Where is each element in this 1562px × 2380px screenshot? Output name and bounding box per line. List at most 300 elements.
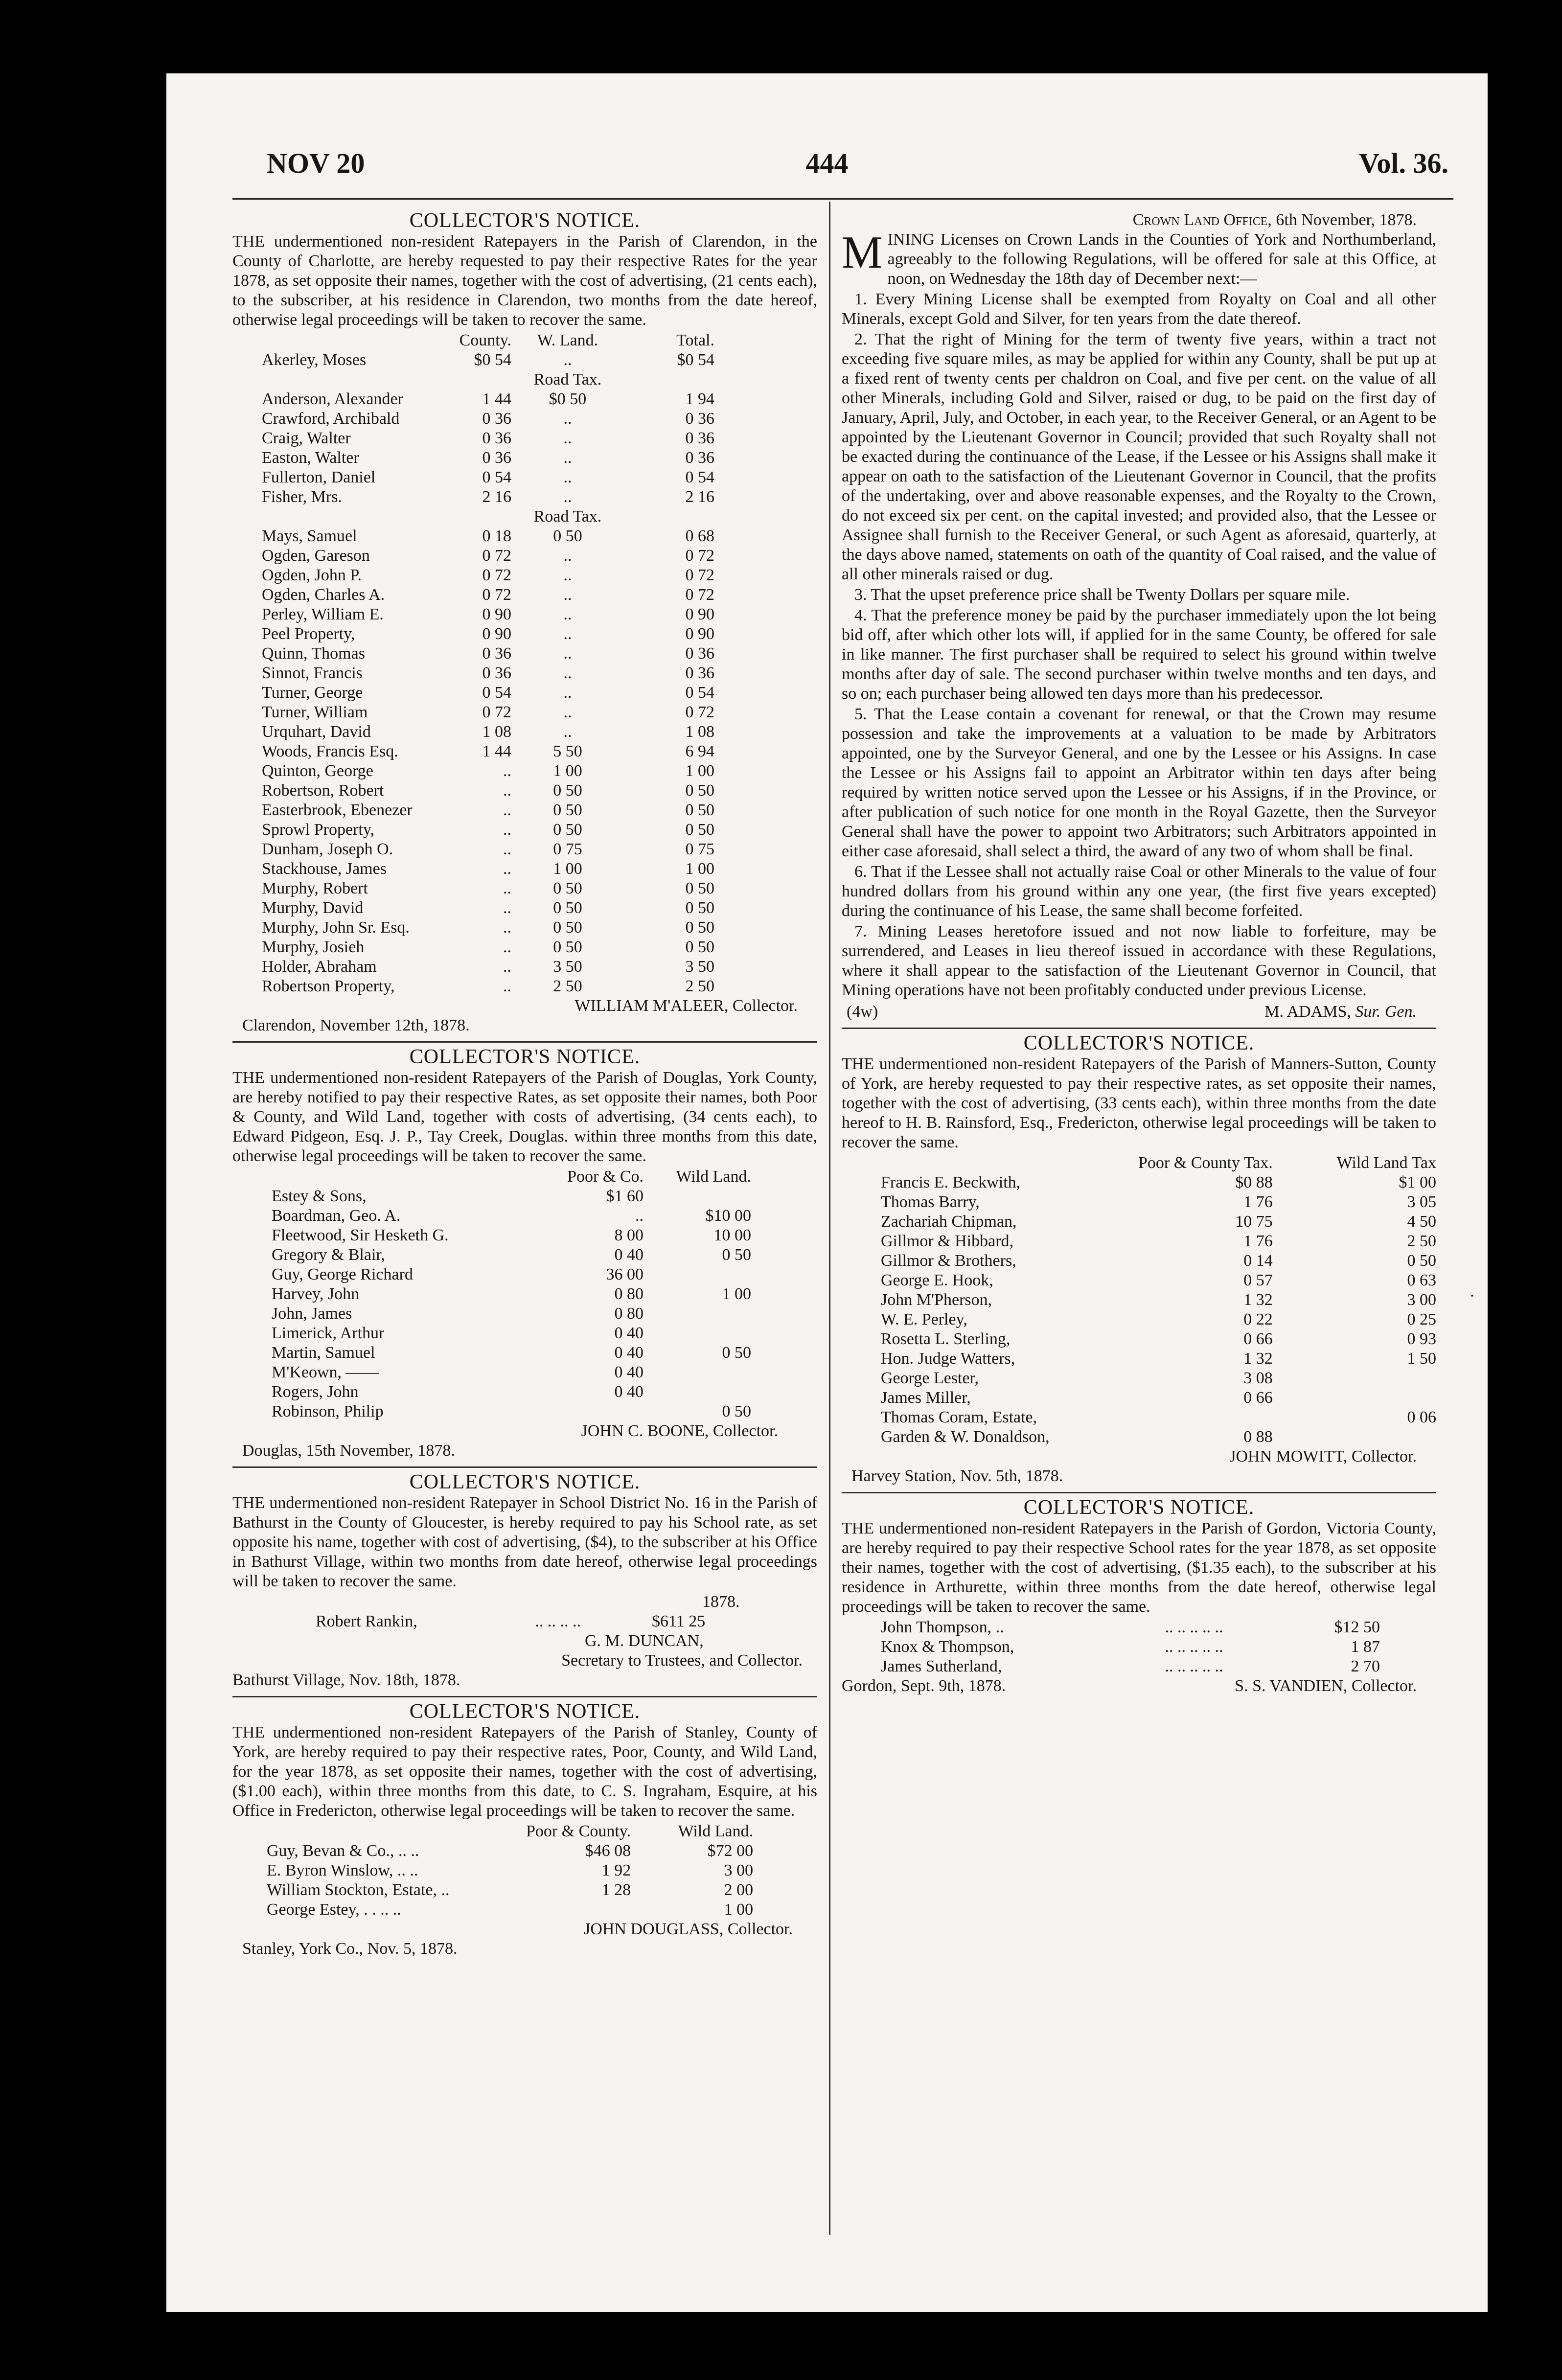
amount: 3 00 xyxy=(724,1861,754,1879)
amount: 0 36 xyxy=(685,429,714,447)
ratepayer-name: Stackhouse, James xyxy=(262,860,387,878)
table-row xyxy=(232,605,817,624)
ratepayer-name: James Sutherland, xyxy=(881,1657,1002,1675)
amount: 0 50 xyxy=(553,781,582,800)
amount: 0 50 xyxy=(685,899,714,917)
table-row xyxy=(232,820,817,840)
amount: 0 18 xyxy=(482,527,511,545)
amount: $611 25 xyxy=(652,1612,706,1630)
amount: 0 50 xyxy=(722,1344,751,1362)
col-header: Wild Land. xyxy=(676,1167,751,1186)
header-date: NOV 20 xyxy=(267,147,365,179)
amount: .. xyxy=(563,605,572,623)
surveyor-name: M. ADAMS, xyxy=(1264,1003,1351,1021)
stanley-table xyxy=(232,1822,817,1920)
regulation-paragraph: 5. That the Lease contain a covenant for renewal, or that the Crown may resume possession and take the improvements at a valuation to be made by Arbitrators appointed, one by the Surveyor General, and one by the Lessee or his Assigns. In case the Lessee or his Assigns fail to appoint an Arbitrator within ten days after being required by written notice served upon the Lessee or his Assigns, if in the Province, or after publication of such notice for one month in the Royal Gazette, then the Surveyor General shall have the power to appoint two Arbitrators; such Arbitrators appointed in either case aforesaid, shall select a third, the award of any two of whom shall be final. xyxy=(842,705,1436,860)
regulation-paragraph: 2. That the right of Mining for the term of twenty five years, within a tract not exceeding five square miles, as may be applied for within any County, shall be put up at a fixed rent of twenty cents per chaldron on Coal, and five per cent. on the value of all other Minerals, including Gold and Silver, raised or dug, to be paid on the first day of January, April, July, and October, in each year, to the Receiver General, or an Agent to be appointed by the Lieutenant Governor in Council; provided that such Royalty shall not be exacted during the continuance of the Lease, if the Lessee or his Assigns shall make it appear on oath to the satisfaction of the Lieutenant Governor in Council, that the profits of the undertaking, over and above reasonable expenses, and the Royalty to the Crown, do not exceed six per cent. on the capital invested; and provided also, that the Lessee or Assignee shall furnish to the Receiver General, or such Agent as aforesaid, quarterly, at the days above named, statements on oath of the quantity of Coal raised, and the value of all other minerals raised or dug. xyxy=(842,330,1436,583)
amount: 0 50 xyxy=(685,938,714,956)
ratepayer-name: Estey & Sons, xyxy=(272,1187,367,1205)
surveyor-title: Sur. Gen. xyxy=(1355,1003,1417,1021)
table-row xyxy=(232,1402,817,1421)
amount xyxy=(526,1900,631,1920)
amount: 1 08 xyxy=(685,723,714,741)
amount: $0 50 xyxy=(549,390,587,408)
amount: $12 50 xyxy=(1334,1618,1380,1636)
amount: 0 36 xyxy=(685,449,714,467)
amount: 1 00 xyxy=(722,1285,751,1303)
notice-intro: MINING Licenses on Crown Lands in the Counties of York and Northumberland, agreeably to the following Regulations, will be offered for sale at this Office, at noon, on Wednesday the 18th day of December next:— xyxy=(842,227,1436,288)
notice-date: Harvey Station, Nov. 5th, 1878. xyxy=(851,1467,1063,1485)
ratepayer-name: Thomas Coram, Estate, xyxy=(881,1408,1037,1426)
ratepayer-name: Craig, Walter xyxy=(262,429,351,447)
table-row xyxy=(842,1192,1436,1212)
col-header: Poor & County. xyxy=(526,1822,631,1840)
amount: 3 05 xyxy=(1407,1193,1436,1211)
amount: 0 66 xyxy=(1243,1389,1273,1407)
amount: 6 94 xyxy=(685,742,714,760)
ratepayer-name: Francis E. Beckwith, xyxy=(881,1173,1021,1191)
amount: 0 72 xyxy=(482,566,511,584)
notice-intro: THE undermentioned non-resident Ratepayer in School District No. 16 in the Parish of Bathurst in the County of Gloucester, is hereby required to pay his School rate, as set opposite his name, together with cost of advertising, ($4), to the subscriber at his Office in Bathurst Village, within two months from date hereof, otherwise legal proceedings will be taken to recover the same. xyxy=(232,1494,817,1590)
gordon-notice xyxy=(842,1496,1436,1696)
amount: .. xyxy=(563,664,572,682)
amount: 0 72 xyxy=(482,586,511,604)
ratepayer-name: Robertson, Robert xyxy=(262,781,384,800)
col-header: County. xyxy=(459,331,511,349)
amount: 0 36 xyxy=(482,449,511,467)
amount xyxy=(643,1187,751,1206)
amount: 0 72 xyxy=(685,703,714,721)
table-row xyxy=(842,1388,1436,1408)
ratepayer-name: Easton, Walter xyxy=(262,449,359,467)
amount: .. xyxy=(503,801,511,819)
left-column xyxy=(232,206,817,1959)
col-header: Poor & County Tax. xyxy=(1138,1154,1273,1172)
amount xyxy=(643,1324,751,1343)
amount: .. xyxy=(563,468,572,486)
ratepayer-name: Fullerton, Daniel xyxy=(262,468,376,486)
ratepayer-name: Rogers, John xyxy=(272,1383,359,1401)
ratepayer-name: George Estey, . . .. .. xyxy=(267,1900,401,1919)
amount: 1 08 xyxy=(482,723,511,741)
table-row xyxy=(232,1187,817,1206)
ratepayer-name: Akerley, Moses xyxy=(262,351,367,369)
ratepayer-name: Gillmor & Hibbard, xyxy=(881,1232,1014,1250)
amount: 0 72 xyxy=(685,586,714,604)
amount: .. xyxy=(563,703,572,721)
amount: 2 00 xyxy=(724,1881,754,1899)
clarendon-table xyxy=(232,331,817,996)
collector-signature: JOHN C. BOONE, Collector. xyxy=(581,1422,778,1440)
amount: 0 36 xyxy=(482,664,511,682)
table-row xyxy=(842,1310,1436,1329)
amount: 0 50 xyxy=(722,1402,751,1420)
newspaper-page xyxy=(166,73,1488,2312)
amount: 2 70 xyxy=(1351,1657,1380,1675)
table-row xyxy=(232,781,817,801)
table-row xyxy=(232,644,817,664)
table-row xyxy=(232,703,817,722)
table-row xyxy=(842,1329,1436,1349)
regulation-paragraph: 7. Mining Leases heretofore issued and not now liable to forfeiture, may be surrendered, and Leases in lieu thereof issued in accordance with these Regulations, where it shall appear to the satisfaction of the Lieutenant Governor in Council, that Mining operations have not been profitably conducted under previous License. xyxy=(842,922,1436,999)
column-divider xyxy=(829,202,830,2235)
section-rule xyxy=(232,1696,817,1697)
ratepayer-name: Ogden, Charles A. xyxy=(262,586,385,604)
amount: .. xyxy=(503,899,511,917)
amount: 0 50 xyxy=(685,821,714,839)
amount: 0 66 xyxy=(1243,1330,1273,1348)
amount: 2 16 xyxy=(685,488,714,506)
amount: 0 72 xyxy=(685,547,714,565)
amount: 3 50 xyxy=(553,958,582,976)
amount: 0 50 xyxy=(553,527,582,545)
bathurst-notice xyxy=(232,1471,817,1690)
table-row xyxy=(232,1382,817,1402)
table-row xyxy=(232,898,817,918)
amount: .. xyxy=(563,723,572,741)
volume-label: Vol. 36. xyxy=(1358,147,1448,179)
amount xyxy=(643,1363,751,1382)
amount: 0 90 xyxy=(482,625,511,643)
amount: 2 50 xyxy=(553,977,582,995)
ratepayer-name: Murphy, David xyxy=(262,899,364,917)
table-row xyxy=(232,859,817,879)
amount xyxy=(643,1382,751,1402)
table-row xyxy=(842,1173,1436,1192)
amount: 0 88 xyxy=(1243,1428,1273,1446)
table-row xyxy=(232,1841,817,1861)
amount: 1 76 xyxy=(1243,1193,1273,1211)
ratepayer-name: Thomas Barry, xyxy=(881,1193,980,1211)
amount: 0 80 xyxy=(614,1304,643,1323)
ratepayer-name: Hon. Judge Watters, xyxy=(881,1350,1015,1368)
table-row xyxy=(232,957,817,977)
table-row xyxy=(232,1861,817,1880)
amount: .. .. .. .. .. xyxy=(1165,1618,1223,1636)
ratepayer-name: Easterbrook, Ebenezer xyxy=(262,801,413,819)
ratepayer-name: George Lester, xyxy=(881,1369,979,1387)
ratepayer-name: Gillmor & Brothers, xyxy=(881,1252,1016,1270)
ratepayer-name: Murphy, Josieh xyxy=(262,938,365,956)
ratepayer-name: Sinnot, Francis xyxy=(262,664,363,682)
notice-title: COLLECTOR'S NOTICE. xyxy=(1023,1032,1255,1054)
ratepayer-name: Garden & W. Donaldson, xyxy=(881,1428,1050,1446)
road-tax-subheader xyxy=(232,370,817,389)
amount: 0 54 xyxy=(482,684,511,702)
notice-date: Douglas, 15th November, 1878. xyxy=(242,1442,455,1460)
table-row xyxy=(842,1657,1436,1676)
section-rule xyxy=(232,1466,817,1468)
amount: .. xyxy=(563,586,572,604)
office-name: Crown Land Office, xyxy=(1132,211,1272,229)
notice-title: COLLECTOR'S NOTICE. xyxy=(409,1471,641,1493)
amount: 10 75 xyxy=(1235,1213,1273,1231)
amount: $0 88 xyxy=(1235,1173,1273,1191)
amount: 1 44 xyxy=(482,390,511,408)
ratepayer-name: William Stockton, Estate, .. xyxy=(267,1881,450,1899)
amount: 1 00 xyxy=(724,1900,754,1919)
douglas-table xyxy=(232,1167,817,1421)
road-tax-label: Road Tax. xyxy=(533,370,602,389)
ratepayer-name: Knox & Thompson, xyxy=(881,1638,1014,1656)
amount: 3 00 xyxy=(1407,1291,1436,1309)
regulations-list xyxy=(842,290,1436,1000)
table-row xyxy=(842,1618,1436,1637)
amount: .. xyxy=(563,429,572,447)
amount: 1 00 xyxy=(553,762,582,780)
table-row xyxy=(232,1206,817,1226)
amount: 2 16 xyxy=(482,488,511,506)
ratepayer-name: Robertson Property, xyxy=(262,977,395,995)
section-rule xyxy=(842,1492,1436,1493)
table-row xyxy=(842,1349,1436,1369)
ratepayer-name: Dunham, Joseph O. xyxy=(262,840,393,858)
amount: 0 50 xyxy=(553,879,582,897)
collector-signature: WILLIAM M'ALEER, Collector. xyxy=(574,997,798,1015)
ratepayer-name: Ogden, Gareson xyxy=(262,547,370,565)
road-tax-subheader xyxy=(232,507,817,526)
amount: .. xyxy=(503,762,511,780)
amount: 0 54 xyxy=(685,684,714,702)
amount xyxy=(546,1402,643,1421)
amount: 4 50 xyxy=(1407,1213,1436,1231)
amount: 0 36 xyxy=(685,664,714,682)
amount: 0 90 xyxy=(482,605,511,623)
table-row xyxy=(232,1284,817,1304)
stanley-notice xyxy=(232,1700,817,1959)
notice-date: Bathurst Village, Nov. 18th, 1878. xyxy=(232,1671,460,1689)
notice-intro: THE undermentioned non-resident Ratepayers of the Parish of Stanley, County of York, are hereby required to pay their respective rates, Poor, County, and Wild Land, for the year 1878, as set opposite their names, together with the cost of advertising, ($1.00 each), within three months from this date, to C. S. Ingraham, Esquire, at his Office in Fredericton, otherwise legal proceedings will be taken to recover the same. xyxy=(232,1723,817,1820)
collector-signature: S. S. VANDIEN, Collector. xyxy=(1235,1677,1417,1695)
table-row xyxy=(232,977,817,996)
amount: 10 00 xyxy=(713,1226,751,1244)
ratepayer-name: Turner, William xyxy=(262,703,368,721)
ratepayer-name: Peel Property, xyxy=(262,625,355,643)
amount: 8 00 xyxy=(614,1226,643,1244)
table-row xyxy=(842,1369,1436,1388)
table-row xyxy=(232,722,817,742)
amount: 0 36 xyxy=(482,429,511,447)
notice-intro: THE undermentioned non-resident Ratepayers of the Parish of Douglas, York County, are hereby notified to pay their respective Rates, as set opposite their names, both Poor & County, and Wild Land, together with costs of advertising, (34 cents each), to Edward Pidgeon, Esq. J. P., Tay Creek, Douglas. within three months from this date, otherwise legal proceedings will be taken to recover the same. xyxy=(232,1069,817,1165)
ratepayer-name: W. E. Perley, xyxy=(881,1310,967,1328)
table-row xyxy=(232,526,817,546)
amount: .. xyxy=(503,840,511,858)
table-row xyxy=(232,585,817,605)
notice-date: Stanley, York Co., Nov. 5, 1878. xyxy=(242,1940,458,1958)
amount: 1 28 xyxy=(601,1881,631,1899)
crown-land-notice xyxy=(842,210,1436,1022)
amount: 0 50 xyxy=(1407,1252,1436,1270)
table-row xyxy=(232,429,817,448)
ratepayer-name: Fleetwood, Sir Hesketh G. xyxy=(272,1226,449,1244)
amount: 0 25 xyxy=(1407,1310,1436,1328)
table-row xyxy=(232,566,817,585)
amount: 0 40 xyxy=(614,1344,643,1362)
regulation-paragraph: 3. That the upset preference price shall be Twenty Dollars per square mile. xyxy=(854,586,1350,604)
amount: 0 50 xyxy=(553,801,582,819)
ratepayer-name: Quinton, George xyxy=(262,762,373,780)
notice-dateline xyxy=(842,210,1417,230)
ratepayer-name: Martin, Samuel xyxy=(272,1344,375,1362)
douglas-notice xyxy=(232,1046,817,1461)
amount: 0 14 xyxy=(1243,1252,1273,1270)
amount: .. .. .. .. .. xyxy=(1165,1638,1223,1656)
amount: 1 00 xyxy=(553,860,582,878)
amount: $1 00 xyxy=(1399,1173,1436,1191)
amount: 0 50 xyxy=(553,918,582,937)
amount: 0 68 xyxy=(685,527,714,545)
amount: .. xyxy=(503,977,511,995)
table-row xyxy=(232,1245,817,1265)
margin-mark: · xyxy=(1469,1287,1475,1305)
table-row xyxy=(232,918,817,938)
table-row xyxy=(842,1212,1436,1232)
amount: 0 50 xyxy=(685,918,714,937)
amount xyxy=(643,1304,751,1324)
ratepayer-name: Murphy, Robert xyxy=(262,879,368,897)
notice-title: COLLECTOR'S NOTICE. xyxy=(409,209,641,232)
amount: 0 40 xyxy=(614,1383,643,1401)
notice-title: COLLECTOR'S NOTICE. xyxy=(409,1700,641,1723)
amount: .. xyxy=(563,625,572,643)
table-row xyxy=(232,624,817,644)
amount xyxy=(643,1265,751,1284)
amount: .. xyxy=(563,684,572,702)
amount: 0 06 xyxy=(1407,1408,1436,1426)
collector-signature: JOHN DOUGLASS, Collector. xyxy=(584,1920,793,1938)
amount xyxy=(1094,1408,1273,1427)
ratepayer-name: George E. Hook, xyxy=(881,1271,993,1289)
amount: 0 93 xyxy=(1407,1330,1436,1348)
amount xyxy=(1273,1388,1436,1408)
table-row xyxy=(232,801,817,820)
table-row xyxy=(232,1304,817,1324)
amount: .. xyxy=(503,938,511,956)
col-header: Poor & Co. xyxy=(567,1167,643,1186)
ratepayer-name: Crawford, Archibald xyxy=(262,410,400,428)
amount: 1 50 xyxy=(1407,1350,1436,1368)
col-header: W. Land. xyxy=(537,331,598,349)
amount: .. xyxy=(563,644,572,663)
ratepayer-name: Limerick, Arthur xyxy=(272,1324,385,1342)
table-row xyxy=(842,1232,1436,1251)
col-header: Total. xyxy=(676,331,714,349)
notice-ref: (4w) xyxy=(847,1003,878,1021)
amount: 3 50 xyxy=(685,958,714,976)
ratepayer-name: Gregory & Blair, xyxy=(272,1246,385,1264)
notice-title: COLLECTOR'S NOTICE. xyxy=(1023,1496,1255,1519)
amount: 0 22 xyxy=(1243,1310,1273,1328)
table-row xyxy=(842,1290,1436,1310)
amount: 0 50 xyxy=(685,781,714,800)
amount: 0 72 xyxy=(482,547,511,565)
amount: $72 00 xyxy=(707,1842,754,1860)
amount: 3 08 xyxy=(1243,1369,1273,1387)
notice-intro: THE undermentioned non-resident Ratepayers in the Parish of Clarendon, in the County of Charlotte, are hereby requested to pay their respective Rates for the year 1878, as set opposite their names, together with the cost of advertising, (21 cents each), to the subscriber, at his residence in Clarendon, two months from the date hereof, otherwise legal proceedings will be taken to recover the same. xyxy=(232,232,817,329)
amount: $0 54 xyxy=(474,351,511,369)
ratepayer-name: Ogden, John P. xyxy=(262,566,362,584)
ratepayer-name: Anderson, Alexander xyxy=(262,390,403,408)
header-rule xyxy=(232,198,1453,200)
ratepayer-name: Boardman, Geo. A. xyxy=(272,1207,401,1225)
ratepayer-name: M'Keown, —— xyxy=(272,1363,379,1381)
regulation-paragraph: 4. That the preference money be paid by the purchaser immediately upon the lot being bid off, after which other lots will, if applied for in the same County, be offered for sale in like manner. The first purchaser shall be required to select his ground within twelve months after day of sale. The second purchaser within twelve months and ten days, and so on; each purchaser being allowed ten days more than his predecessor. xyxy=(842,606,1436,703)
ratepayer-name: Perley, William E. xyxy=(262,605,384,623)
right-column xyxy=(842,206,1436,1696)
amount xyxy=(1273,1369,1436,1388)
amount: 1 00 xyxy=(685,860,714,878)
amount: 0 75 xyxy=(553,840,582,858)
amount: 1 92 xyxy=(601,1861,631,1879)
notice-intro: THE undermentioned non-resident Ratepayers of the Parish of Manners-Sutton, County of York, are hereby requested to pay their respective rates, as set opposite their names, together with the cost of advertising, (33 cents each), within three months from the date hereof to H. B. Rainsford, Esq., Fredericton, otherwise legal proceedings will be taken to recover the same. xyxy=(842,1055,1436,1151)
table-row xyxy=(232,487,817,507)
amount: 36 00 xyxy=(606,1265,643,1283)
amount: 0 50 xyxy=(685,801,714,819)
table-row xyxy=(842,1408,1436,1427)
ratepayer-name: Murphy, John Sr. Esq. xyxy=(262,918,410,937)
gordon-table xyxy=(842,1618,1436,1676)
amount: .. xyxy=(503,821,511,839)
secretary-name: G. M. DUNCAN, xyxy=(585,1632,704,1650)
ratepayer-name: James Miller, xyxy=(881,1389,971,1407)
amount: 1 94 xyxy=(685,390,714,408)
amount: 0 72 xyxy=(685,566,714,584)
amount: .. xyxy=(563,488,572,506)
secretary-title: Secretary to Trustees, and Collector. xyxy=(561,1651,803,1670)
amount: 0 40 xyxy=(614,1324,643,1342)
table-row xyxy=(842,1637,1436,1657)
table-row xyxy=(232,389,817,409)
ratepayer-name: Fisher, Mrs. xyxy=(262,488,342,506)
amount: 1 00 xyxy=(685,762,714,780)
amount: 0 75 xyxy=(685,840,714,858)
amount: 0 90 xyxy=(685,605,714,623)
ratepayer-name: John Thompson, .. xyxy=(881,1618,1004,1636)
amount: .. xyxy=(503,958,511,976)
manners-sutton-notice xyxy=(842,1032,1436,1486)
table-row xyxy=(232,683,817,703)
table-row xyxy=(232,1880,817,1900)
ratepayer-name: Sprowl Property, xyxy=(262,821,375,839)
amount: .. .. .. .. .. xyxy=(1165,1657,1223,1675)
table-row xyxy=(232,742,817,761)
table-row xyxy=(232,409,817,429)
table-row xyxy=(232,1363,817,1382)
amount: 0 36 xyxy=(685,410,714,428)
table-row xyxy=(232,938,817,957)
table-row xyxy=(232,840,817,859)
amount: 0 57 xyxy=(1243,1271,1273,1289)
notice-signoff xyxy=(842,1002,1436,1022)
amount: .. xyxy=(563,410,572,428)
ratepayer-name: Woods, Francis Esq. xyxy=(262,742,398,760)
table-row xyxy=(232,546,817,566)
amount: 0 50 xyxy=(722,1246,751,1264)
table-row xyxy=(232,1324,817,1343)
amount: .. xyxy=(563,449,572,467)
ratepayer-name: Harvey, John xyxy=(272,1285,360,1303)
ratepayer-name: John, James xyxy=(272,1304,352,1323)
amount: 0 50 xyxy=(553,938,582,956)
amount: 2 50 xyxy=(685,977,714,995)
ratepayer-name: Robert Rankin, xyxy=(316,1612,417,1630)
table-row xyxy=(232,761,817,781)
ratepayer-name: Guy, George Richard xyxy=(272,1265,413,1283)
amount: 0 90 xyxy=(685,625,714,643)
table-row xyxy=(232,448,817,468)
amount: 0 50 xyxy=(553,899,582,917)
amount: .. xyxy=(563,566,572,584)
